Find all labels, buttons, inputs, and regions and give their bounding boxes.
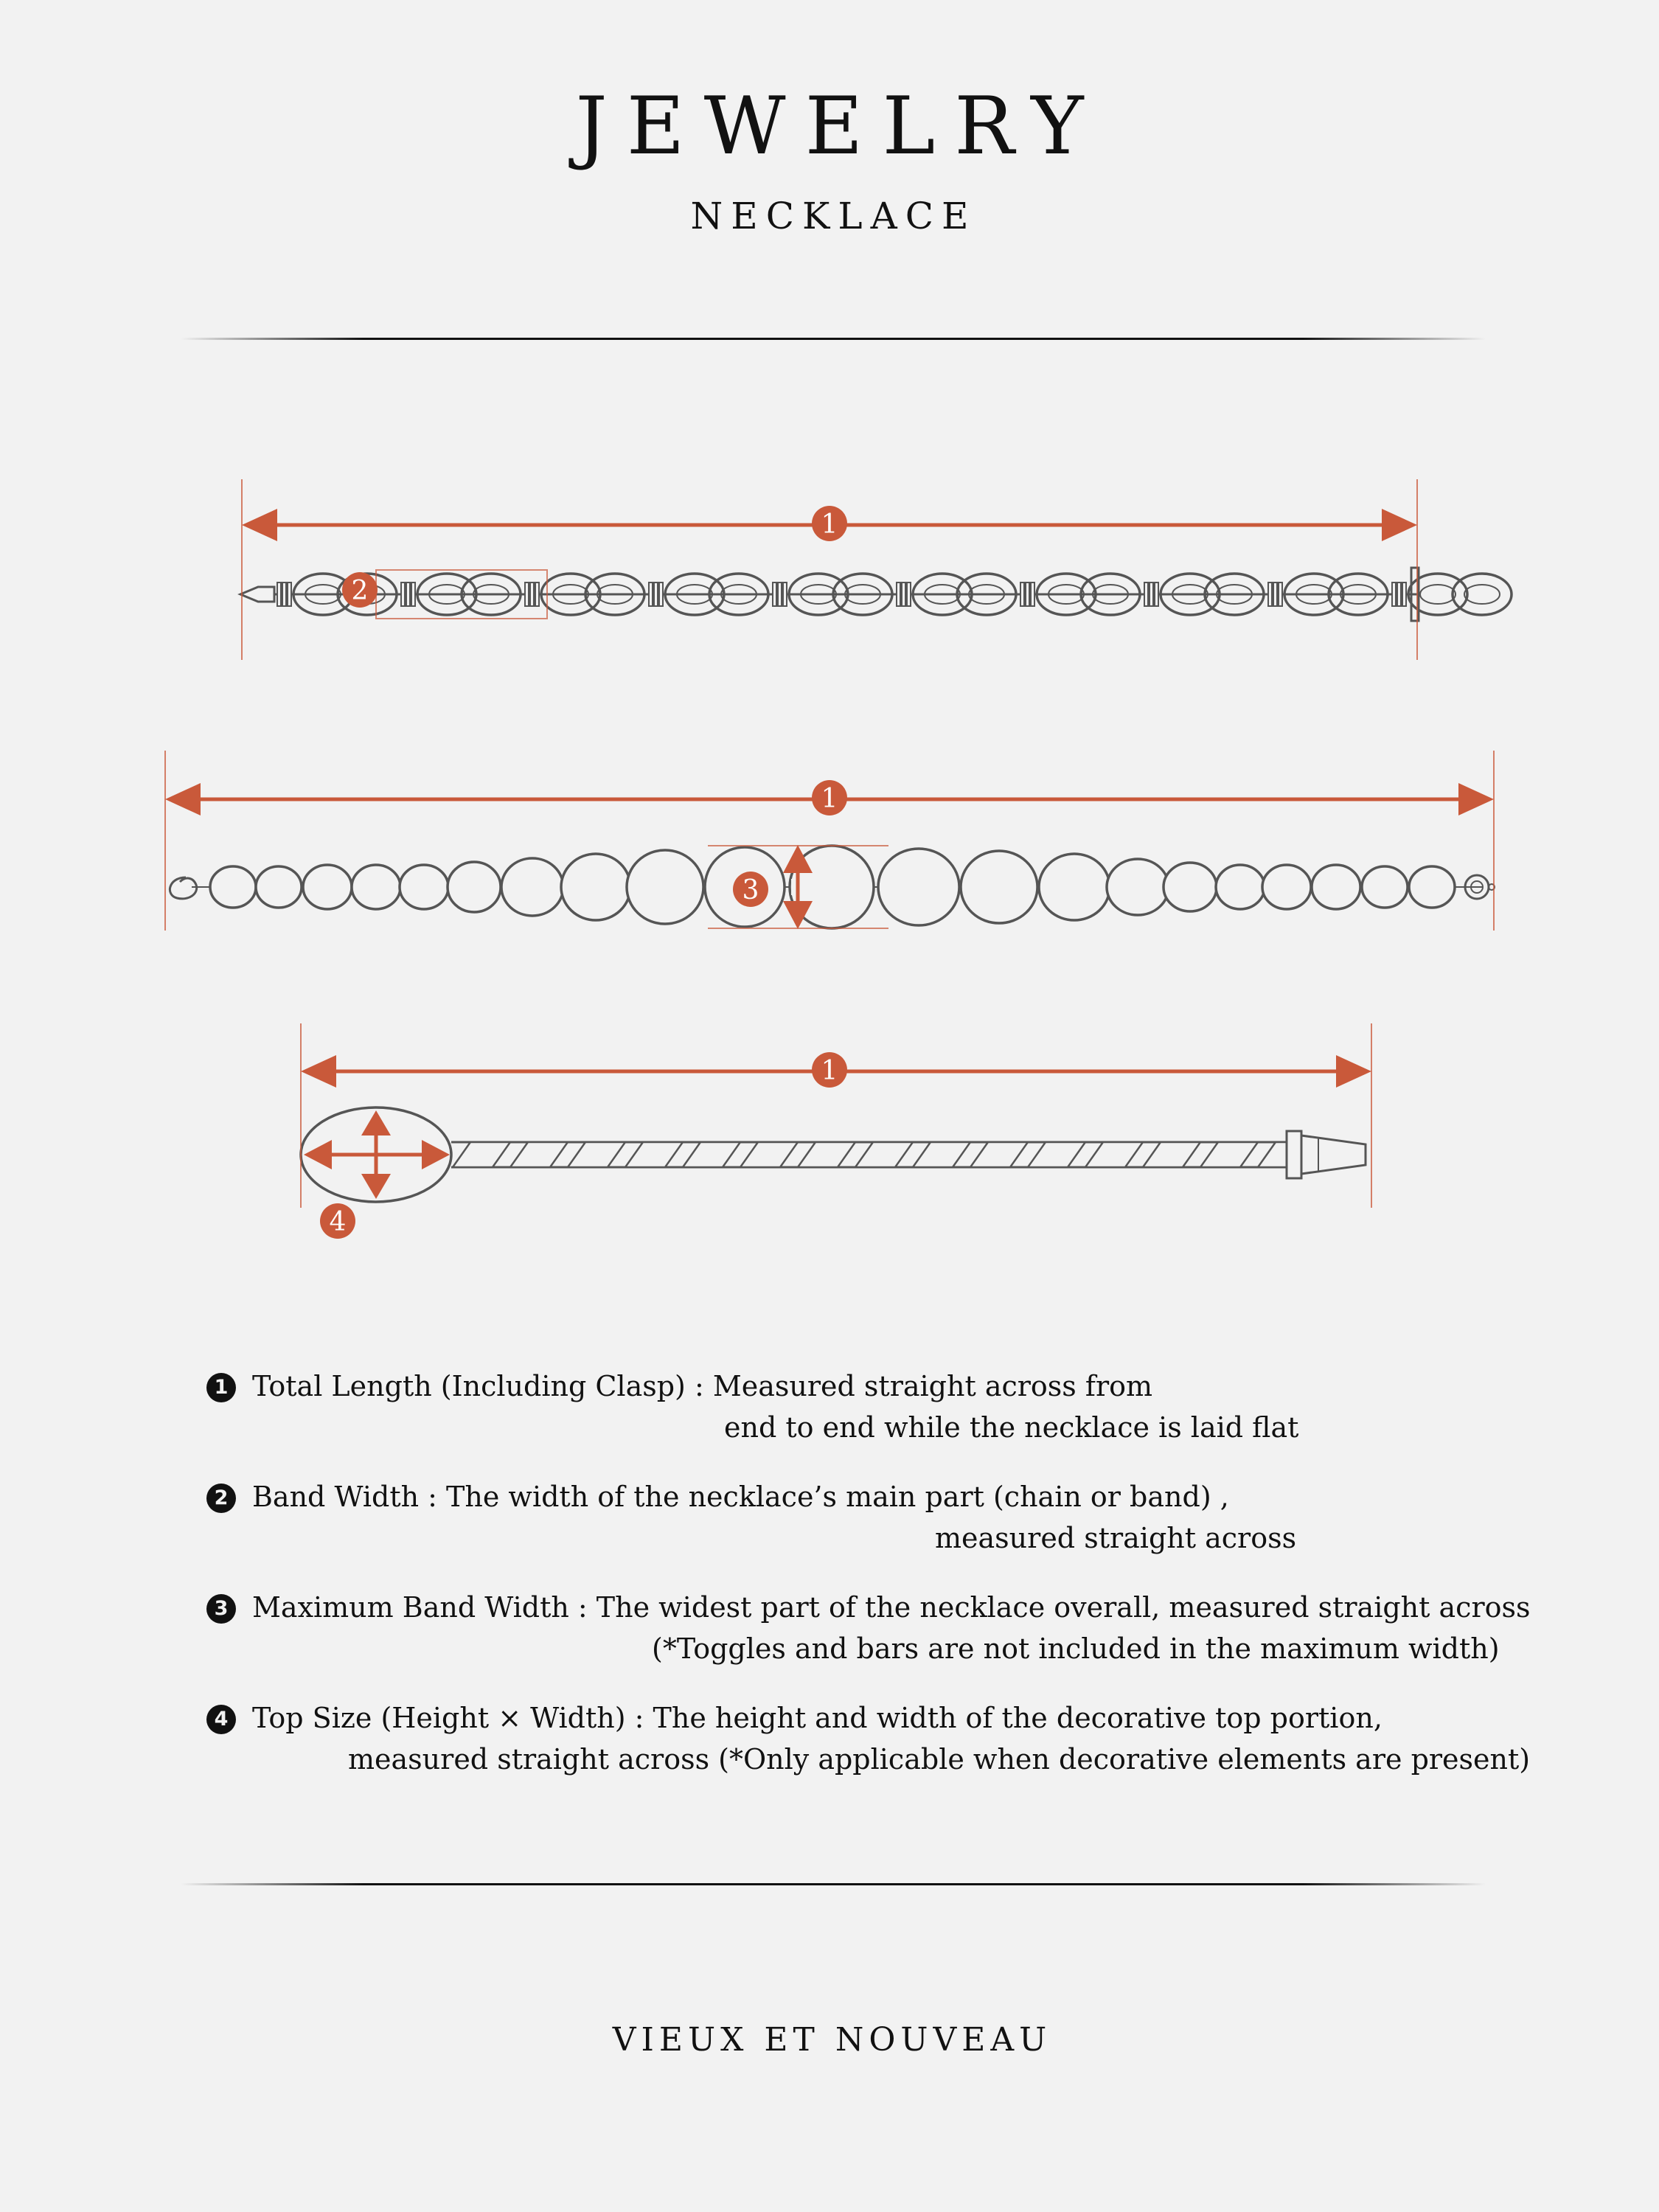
rope-segment	[1143, 1142, 1200, 1167]
top-size-arrowhead-top	[361, 1110, 391, 1135]
rope-segment	[568, 1142, 625, 1167]
end-cap	[1301, 1135, 1366, 1174]
marker-1-chain-label: 1	[821, 509, 838, 540]
marker-4-top-size	[320, 1203, 355, 1239]
rope-segment	[1200, 1142, 1258, 1167]
legend-text-continued: end to end while the necklace is laid flat	[724, 1411, 1299, 1444]
rope-segment	[683, 1142, 740, 1167]
marker-1-rope-label: 1	[821, 1056, 838, 1086]
legend-number-badge: 1	[206, 1373, 236, 1402]
legend-text-continued: measured straight across (*Only applicable when decorative elements are present)	[348, 1743, 1531, 1775]
chain-link-inner	[1464, 585, 1500, 604]
bottom-divider	[181, 1883, 1486, 1885]
total-length-arrow-1-arrowhead-left	[242, 509, 277, 541]
chain-bar	[902, 582, 905, 606]
bead	[627, 850, 703, 924]
chain-link	[1453, 574, 1512, 615]
legend-text-continued: (*Toggles and bars are not included in the maximum width)	[652, 1632, 1500, 1665]
chain-necklace-illustration	[240, 568, 1512, 621]
total-length-arrow-2-arrowhead-right	[1458, 783, 1494, 815]
bead	[561, 854, 630, 920]
chain-bar	[1020, 582, 1024, 606]
marker-3-max-width	[733, 872, 768, 907]
chain-bar	[1150, 582, 1153, 606]
chain-bar	[778, 582, 782, 606]
rope-segment	[625, 1142, 683, 1167]
bead	[1312, 865, 1360, 909]
rope-segment	[798, 1142, 855, 1167]
chain-bar	[897, 582, 900, 606]
legend-text: Maximum Band Width : The widest part of the necklace overall, measured straight across	[252, 1591, 1531, 1624]
total-length-arrow-3-arrowhead-right	[1336, 1055, 1371, 1088]
marker-1-chain	[812, 506, 847, 541]
chain-bar	[654, 582, 658, 606]
rope-segment	[970, 1142, 1028, 1167]
legend-item-band-width	[206, 1476, 1475, 1559]
bead	[1262, 865, 1311, 909]
legend-text: Top Size (Height × Width) : The height and width of the decorative top portion,	[252, 1702, 1382, 1734]
brand-name: VIEUX ET NOUVEAU	[612, 2021, 1052, 2059]
chain-bar	[659, 582, 663, 606]
chain-link-inner	[1420, 585, 1455, 604]
chain-bar	[1268, 582, 1272, 606]
rope-segment	[1028, 1142, 1085, 1167]
chain-bar	[1279, 582, 1282, 606]
bead	[303, 865, 352, 909]
marker-2-band-width	[342, 572, 378, 608]
rope-necklace-illustration	[301, 1107, 1366, 1202]
rope-segment	[740, 1142, 798, 1167]
bead	[1409, 866, 1455, 908]
chain-bar	[1155, 582, 1158, 606]
page-subtitle: NECKLACE	[690, 195, 977, 237]
chain-bar	[1273, 582, 1277, 606]
total-length-arrow-1-arrowhead-right	[1382, 509, 1417, 541]
rope-segment	[855, 1142, 913, 1167]
marker-4-top-size-label: 4	[329, 1207, 347, 1237]
total-length-arrow-2-arrowhead-left	[165, 783, 201, 815]
chain-bar	[773, 582, 776, 606]
bead	[256, 866, 302, 908]
top-size-arrowhead-right	[422, 1140, 450, 1169]
legend-number-badge: 2	[206, 1484, 236, 1513]
chain-bar	[783, 582, 787, 606]
chain-bar	[1392, 582, 1396, 606]
chain-bar	[530, 582, 534, 606]
bead-necklace-illustration	[170, 846, 1495, 928]
chain-bar	[1397, 582, 1401, 606]
total-length-arrow-3-arrowhead-left	[301, 1055, 336, 1088]
chain-bar	[1031, 582, 1034, 606]
chain-bar	[535, 582, 539, 606]
chain-bar	[411, 582, 415, 606]
rope-segment	[913, 1142, 970, 1167]
top-size-arrowhead-bottom	[361, 1174, 391, 1199]
legend-text: Band Width : The width of the necklace’s main part (chain or band) ,	[252, 1481, 1229, 1513]
marker-1-rope	[812, 1052, 847, 1088]
top-size-arrowhead-left	[304, 1140, 332, 1169]
bead	[352, 865, 400, 909]
rope-segment	[1085, 1142, 1143, 1167]
marker-1-beads-label: 1	[821, 784, 838, 814]
legend-item-total-length	[206, 1366, 1475, 1448]
chain-bar	[282, 582, 286, 606]
bead	[400, 865, 448, 909]
bead	[210, 866, 256, 908]
clasp-hook	[240, 587, 274, 602]
rope-segment	[453, 1142, 510, 1167]
chain-bar	[401, 582, 405, 606]
end-cap-collar	[1287, 1131, 1301, 1178]
bead	[1362, 866, 1408, 908]
bead	[1039, 854, 1110, 920]
chain-bar	[277, 582, 281, 606]
bead	[1164, 863, 1217, 911]
marker-2-band-width-label: 2	[351, 576, 369, 606]
rope-segment	[510, 1142, 568, 1167]
bead	[501, 858, 563, 916]
bead	[448, 862, 501, 912]
chain-bar	[1402, 582, 1406, 606]
marker-1-beads	[812, 780, 847, 815]
chain-bar	[288, 582, 291, 606]
chain-bar	[406, 582, 410, 606]
chain-bar	[649, 582, 653, 606]
page-title: JEWELRY	[575, 80, 1103, 173]
bead	[1107, 859, 1169, 915]
chain-bar	[907, 582, 911, 606]
chain-bar	[1144, 582, 1148, 606]
bead	[1216, 865, 1265, 909]
lobster-clasp	[170, 877, 196, 899]
legend	[206, 1366, 1531, 1808]
legend-text-continued: measured straight across	[935, 1522, 1297, 1554]
legend-number-badge: 4	[206, 1705, 236, 1734]
bead	[961, 851, 1037, 923]
marker-3-max-width-label: 3	[742, 875, 759, 905]
legend-item-maximum-band-width	[206, 1587, 1531, 1669]
legend-item-top-size	[206, 1697, 1531, 1780]
legend-text: Total Length (Including Clasp) : Measured straight across from	[252, 1370, 1153, 1402]
bead	[878, 849, 959, 925]
legend-number-badge: 3	[206, 1594, 236, 1624]
chain-bar	[525, 582, 529, 606]
chain-bar	[1026, 582, 1029, 606]
